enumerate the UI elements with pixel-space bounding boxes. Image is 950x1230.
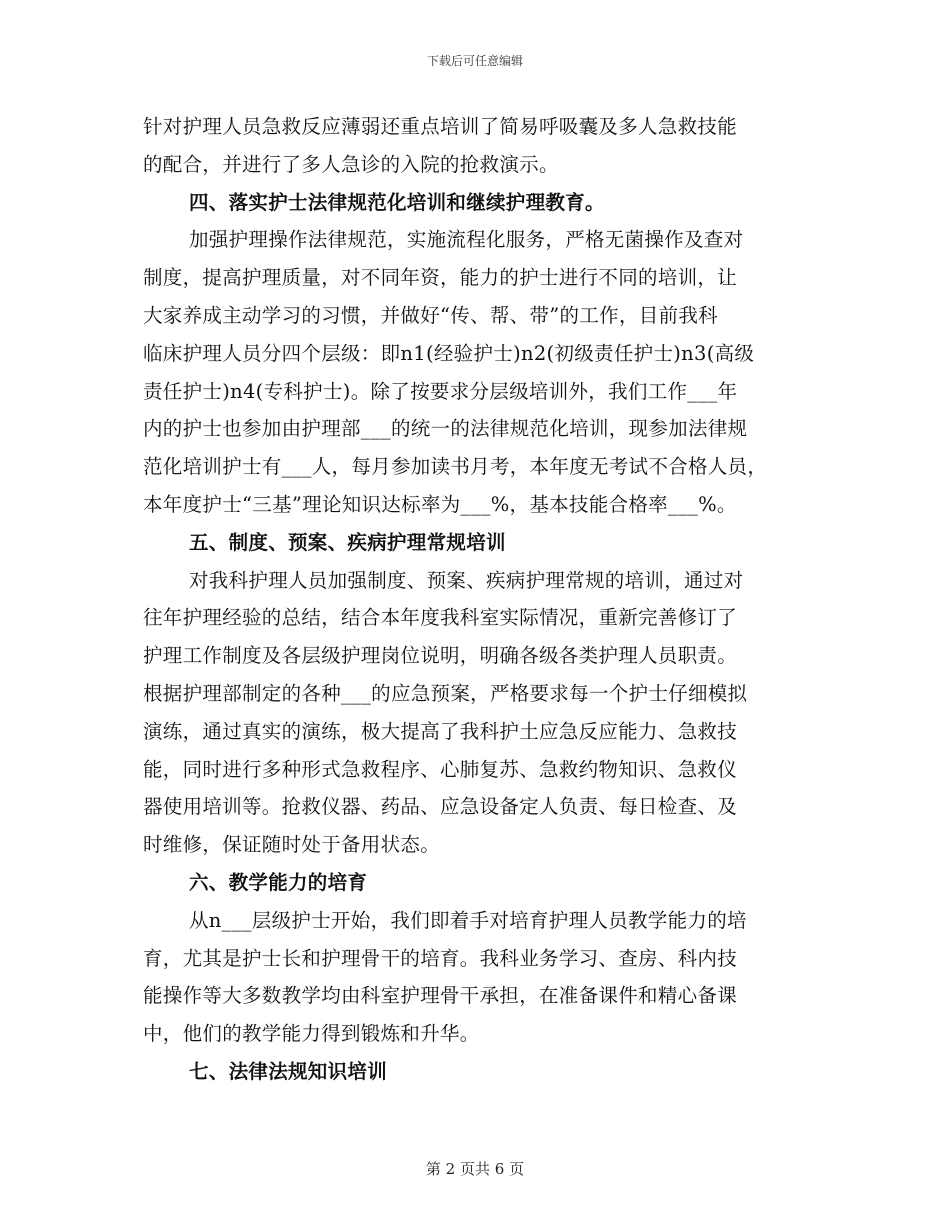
paragraph-first-line: 对我科护理人员加强制度、预案、疾病护理常规的培训，通过对 xyxy=(189,568,744,592)
text-line: 临床护理人员分四个层级：即n1(经验护士)n2(初级责任护士)n3(高级 xyxy=(143,341,755,365)
text-line: 大家养成主动学习的习惯，并做好“传、帮、带”的工作，目前我科 xyxy=(143,303,718,327)
section-heading: 七、法律法规知识培训 xyxy=(189,1059,388,1083)
text-line: 责任护士)n4(专科护士)。除了按要求分层级培训外，我们工作___年 xyxy=(143,379,738,403)
text-line: 往年护理经验的总结，结合本年度我科室实际情况，重新完善修订了 xyxy=(143,606,738,630)
text-line: 演练，通过真实的演练，极大提高了我科护土应急反应能力、急救技 xyxy=(143,719,738,743)
text-line: 制度，提高护理质量，对不同年资，能力的护士进行不同的培训，让 xyxy=(143,266,738,290)
paragraph-first-line: 加强护理操作法律规范，实施流程化服务，严格无菌操作及查对 xyxy=(189,228,744,252)
text-line: 能操作等大多数教学均由科室护理骨干承担，在准备课件和精心备课 xyxy=(143,984,738,1008)
page-header: 下载后可任意编辑 xyxy=(426,54,523,68)
text-line: 本年度护士“三基”理论知识达标率为___%，基本技能合格率___%。 xyxy=(143,492,737,516)
document-body xyxy=(143,108,815,1091)
text-line: 的配合，并进行了多人急诊的入院的抢救演示。 xyxy=(143,152,559,176)
text-line: 能，同时进行多种形式急救程序、心肺复苏、急救约物知识、急救仪 xyxy=(143,757,738,781)
text-line: 针对护理人员急救反应薄弱还重点培训了简易呼吸囊及多人急救技能 xyxy=(143,115,738,138)
page-footer: 第 2 页共 6 页 xyxy=(425,1160,525,1178)
text-line: 内的护士也参加由护理部___的统一的法律规范化培训，现参加法律规 xyxy=(143,417,748,441)
section-heading: 四、落实护士法律规范化培训和继续护理教育。 xyxy=(189,190,605,214)
text-line: 育，尤其是护士长和护理骨干的培育。我科业务学习、查房、科内技 xyxy=(143,946,738,970)
text-line: 护理工作制度及各层级护理岗位说明，明确各级各类护理人员职责。 xyxy=(143,644,738,668)
text-line: 器使用培训等。抢救仪器、药品、应急设备定人负责、每日检查、及 xyxy=(143,795,738,819)
paragraph-first-line: 从n___层级护士开始，我们即着手对培育护理人员教学能力的培 xyxy=(189,908,747,932)
text-line: 根据护理部制定的各种___的应急预案，严格要求每一个护士仔细模拟 xyxy=(143,681,748,705)
section-heading: 六、教学能力的培育 xyxy=(189,870,368,894)
section-heading: 五、制度、预案、疾病护理常规培训 xyxy=(189,530,506,554)
text-line: 范化培训护士有___人，每月参加读书月考，本年度无考试不合格人员， xyxy=(143,455,768,479)
text-line: 时维修，保证随时处于备用状态。 xyxy=(143,833,441,857)
text-line: 中，他们的教学能力得到锻炼和升华。 xyxy=(143,1022,480,1046)
